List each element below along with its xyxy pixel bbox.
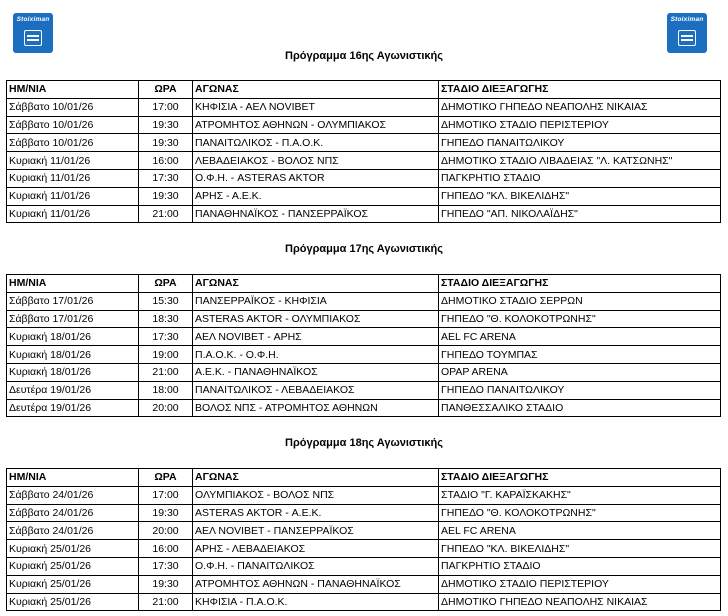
- table-row: [7, 98, 721, 116]
- match-venue: ΓΗΠΕΔΟ "Θ. ΚΟΛΟΚΟΤΡΩΝΗΣ": [439, 310, 721, 328]
- table-row: [7, 399, 721, 417]
- match-date: Κυριακή 25/01/26: [7, 540, 139, 558]
- match-teams: Π.Α.Ο.Κ. - Ο.Φ.Η.: [193, 346, 439, 364]
- match-time: 21:00: [139, 593, 193, 611]
- table-row: [7, 557, 721, 575]
- stoiximan-logo-right: [667, 13, 707, 53]
- table-row: [7, 328, 721, 346]
- match-date: Κυριακή 18/01/26: [7, 346, 139, 364]
- table-row: [7, 381, 721, 399]
- match-venue: ΓΗΠΕΔΟ "Θ. ΚΟΛΟΚΟΤΡΩΝΗΣ": [439, 504, 721, 522]
- header-time: ΩΡΑ: [139, 275, 193, 293]
- match-venue: AEL FC ARENA: [439, 328, 721, 346]
- match-time: 19:30: [139, 134, 193, 152]
- stoiximan-logo-left: [13, 13, 53, 53]
- table-row: [7, 486, 721, 504]
- match-teams: Ο.Φ.Η. - ASTERAS AKTOR: [193, 169, 439, 187]
- match-venue: OPAP ARENA: [439, 363, 721, 381]
- match-venue: AEL FC ARENA: [439, 522, 721, 540]
- match-venue: ΓΗΠΕΔΟ "ΑΠ. ΝΙΚΟΛΑΪΔΗΣ": [439, 205, 721, 223]
- match-teams: Α.Ε.Κ. - ΠΑΝΑΘΗΝΑΪΚΟΣ: [193, 363, 439, 381]
- table-row: [7, 292, 721, 310]
- round-18-table: [6, 468, 721, 611]
- match-time: 17:30: [139, 328, 193, 346]
- table-row: [7, 134, 721, 152]
- match-venue: ΓΗΠΕΔΟ "ΚΛ. ΒΙΚΕΛΙΔΗΣ": [439, 187, 721, 205]
- match-venue: ΔΗΜΟΤΙΚΟ ΣΤΑΔΙΟ ΠΕΡΙΣΤΕΡΙΟΥ: [439, 575, 721, 593]
- match-date: Δευτέρα 19/01/26: [7, 381, 139, 399]
- match-time: 21:00: [139, 363, 193, 381]
- header-match: ΑΓΩΝΑΣ: [193, 469, 439, 487]
- header-match: ΑΓΩΝΑΣ: [193, 81, 439, 99]
- match-time: 21:00: [139, 205, 193, 223]
- header-row: [7, 275, 721, 293]
- table-row: [7, 346, 721, 364]
- match-venue: ΓΗΠΕΔΟ ΠΑΝΑΙΤΩΛΙΚΟΥ: [439, 381, 721, 399]
- match-teams: ASTERAS AKTOR - Α.Ε.Κ.: [193, 504, 439, 522]
- match-date: Σάββατο 24/01/26: [7, 522, 139, 540]
- match-venue: ΔΗΜΟΤΙΚΟ ΣΤΑΔΙΟ ΣΕΡΡΩΝ: [439, 292, 721, 310]
- match-date: Κυριακή 25/01/26: [7, 557, 139, 575]
- match-date: Κυριακή 25/01/26: [7, 575, 139, 593]
- match-time: 17:30: [139, 169, 193, 187]
- match-teams: ΟΛΥΜΠΙΑΚΟΣ - ΒΟΛΟΣ ΝΠΣ: [193, 486, 439, 504]
- header-venue: ΣΤΑΔΙΟ ΔΙΕΞΑΓΩΓΗΣ: [439, 469, 721, 487]
- match-time: 17:30: [139, 557, 193, 575]
- match-teams: ΑΕΛ NOVIBET - ΠΑΝΣΕΡΡΑΪΚΟΣ: [193, 522, 439, 540]
- match-date: Κυριακή 11/01/26: [7, 169, 139, 187]
- match-time: 17:00: [139, 486, 193, 504]
- match-teams: ASTERAS AKTOR - ΟΛΥΜΠΙΑΚΟΣ: [193, 310, 439, 328]
- match-date: Κυριακή 11/01/26: [7, 205, 139, 223]
- header-match: ΑΓΩΝΑΣ: [193, 275, 439, 293]
- match-teams: ΠΑΝΑΙΤΩΛΙΚΟΣ - Π.Α.Ο.Κ.: [193, 134, 439, 152]
- match-time: 17:00: [139, 98, 193, 116]
- match-venue: ΠΑΓΚΡΗΤΙΟ ΣΤΑΔΙΟ: [439, 557, 721, 575]
- league-mark-icon: [678, 30, 696, 46]
- header-date: ΗΜ/ΝΙΑ: [7, 275, 139, 293]
- match-date: Κυριακή 18/01/26: [7, 363, 139, 381]
- match-teams: ΒΟΛΟΣ ΝΠΣ - ΑΤΡΟΜΗΤΟΣ ΑΘΗΝΩΝ: [193, 399, 439, 417]
- table-row: [7, 575, 721, 593]
- match-time: 19:30: [139, 187, 193, 205]
- match-teams: ΠΑΝΣΕΡΡΑΪΚΟΣ - ΚΗΦΙΣΙΑ: [193, 292, 439, 310]
- match-venue: ΔΗΜΟΤΙΚΟ ΓΗΠΕΔΟ ΝΕΑΠΟΛΗΣ ΝΙΚΑΙΑΣ: [439, 98, 721, 116]
- round-17-table: [6, 274, 721, 417]
- header-date: ΗΜ/ΝΙΑ: [7, 81, 139, 99]
- match-date: Σάββατο 24/01/26: [7, 504, 139, 522]
- match-date: Σάββατο 10/01/26: [7, 98, 139, 116]
- round-17-title: Πρόγραμμα 17ης Αγωνιστικής: [285, 243, 443, 255]
- table-row: [7, 504, 721, 522]
- match-time: 18:30: [139, 310, 193, 328]
- match-time: 19:30: [139, 575, 193, 593]
- table-row: [7, 205, 721, 223]
- match-date: Κυριακή 11/01/26: [7, 152, 139, 170]
- header-venue: ΣΤΑΔΙΟ ΔΙΕΞΑΓΩΓΗΣ: [439, 275, 721, 293]
- match-teams: ΚΗΦΙΣΙΑ - ΑΕΛ NOVIBET: [193, 98, 439, 116]
- header-date: ΗΜ/ΝΙΑ: [7, 469, 139, 487]
- match-teams: ΛΕΒΑΔΕΙΑΚΟΣ - ΒΟΛΟΣ ΝΠΣ: [193, 152, 439, 170]
- match-date: Σάββατο 17/01/26: [7, 310, 139, 328]
- match-teams: ΑΤΡΟΜΗΤΟΣ ΑΘΗΝΩΝ - ΠΑΝΑΘΗΝΑΪΚΟΣ: [193, 575, 439, 593]
- logo-brand-text: Stoiximan: [16, 16, 50, 23]
- match-time: 19:30: [139, 504, 193, 522]
- match-date: Σάββατο 24/01/26: [7, 486, 139, 504]
- table-row: [7, 116, 721, 134]
- match-date: Κυριακή 11/01/26: [7, 187, 139, 205]
- round-18-title: Πρόγραμμα 18ης Αγωνιστικής: [285, 437, 443, 449]
- header-time: ΩΡΑ: [139, 469, 193, 487]
- header-row: [7, 469, 721, 487]
- match-time: 15:30: [139, 292, 193, 310]
- match-time: 19:00: [139, 346, 193, 364]
- match-venue: ΔΗΜΟΤΙΚΟ ΣΤΑΔΙΟ ΛΙΒΑΔΕΙΑΣ "Λ. ΚΑΤΣΩΝΗΣ": [439, 152, 721, 170]
- match-teams: ΠΑΝΑΘΗΝΑΪΚΟΣ - ΠΑΝΣΕΡΡΑΪΚΟΣ: [193, 205, 439, 223]
- match-teams: ΑΤΡΟΜΗΤΟΣ ΑΘΗΝΩΝ - ΟΛΥΜΠΙΑΚΟΣ: [193, 116, 439, 134]
- match-time: 20:00: [139, 399, 193, 417]
- match-time: 16:00: [139, 540, 193, 558]
- match-teams: ΚΗΦΙΣΙΑ - Π.Α.Ο.Κ.: [193, 593, 439, 611]
- match-date: Δευτέρα 19/01/26: [7, 399, 139, 417]
- match-teams: ΠΑΝΑΙΤΩΛΙΚΟΣ - ΛΕΒΑΔΕΙΑΚΟΣ: [193, 381, 439, 399]
- header-time: ΩΡΑ: [139, 81, 193, 99]
- logo-brand-text: Stoiximan: [670, 16, 704, 23]
- match-venue: ΣΤΑΔΙΟ "Γ. ΚΑΡΑΪΣΚΑΚΗΣ": [439, 486, 721, 504]
- match-date: Σάββατο 10/01/26: [7, 116, 139, 134]
- match-venue: ΓΗΠΕΔΟ ΠΑΝΑΙΤΩΛΙΚΟΥ: [439, 134, 721, 152]
- table-row: [7, 363, 721, 381]
- match-venue: ΠΑΓΚΡΗΤΙΟ ΣΤΑΔΙΟ: [439, 169, 721, 187]
- table-row: [7, 593, 721, 611]
- header-row: [7, 81, 721, 99]
- match-teams: Ο.Φ.Η. - ΠΑΝΑΙΤΩΛΙΚΟΣ: [193, 557, 439, 575]
- match-time: 18:00: [139, 381, 193, 399]
- match-teams: ΑΡΗΣ - Α.Ε.Κ.: [193, 187, 439, 205]
- match-date: Σάββατο 10/01/26: [7, 134, 139, 152]
- match-date: Κυριακή 18/01/26: [7, 328, 139, 346]
- round-16-title: Πρόγραμμα 16ης Αγωνιστικής: [285, 50, 443, 62]
- table-row: [7, 152, 721, 170]
- match-teams: ΑΕΛ NOVIBET - ΑΡΗΣ: [193, 328, 439, 346]
- match-time: 19:30: [139, 116, 193, 134]
- round-16-table: [6, 80, 721, 223]
- header-venue: ΣΤΑΔΙΟ ΔΙΕΞΑΓΩΓΗΣ: [439, 81, 721, 99]
- table-row: [7, 540, 721, 558]
- league-mark-icon: [24, 30, 42, 46]
- match-venue: ΔΗΜΟΤΙΚΟ ΓΗΠΕΔΟ ΝΕΑΠΟΛΗΣ ΝΙΚΑΙΑΣ: [439, 593, 721, 611]
- match-venue: ΔΗΜΟΤΙΚΟ ΣΤΑΔΙΟ ΠΕΡΙΣΤΕΡΙΟΥ: [439, 116, 721, 134]
- table-row: [7, 522, 721, 540]
- table-row: [7, 169, 721, 187]
- table-row: [7, 310, 721, 328]
- match-date: Κυριακή 25/01/26: [7, 593, 139, 611]
- table-row: [7, 187, 721, 205]
- match-teams: ΑΡΗΣ - ΛΕΒΑΔΕΙΑΚΟΣ: [193, 540, 439, 558]
- match-time: 20:00: [139, 522, 193, 540]
- match-venue: ΠΑΝΘΕΣΣΑΛΙΚΟ ΣΤΑΔΙΟ: [439, 399, 721, 417]
- match-venue: ΓΗΠΕΔΟ "ΚΛ. ΒΙΚΕΛΙΔΗΣ": [439, 540, 721, 558]
- match-time: 16:00: [139, 152, 193, 170]
- match-venue: ΓΗΠΕΔΟ ΤΟΥΜΠΑΣ: [439, 346, 721, 364]
- match-date: Σάββατο 17/01/26: [7, 292, 139, 310]
